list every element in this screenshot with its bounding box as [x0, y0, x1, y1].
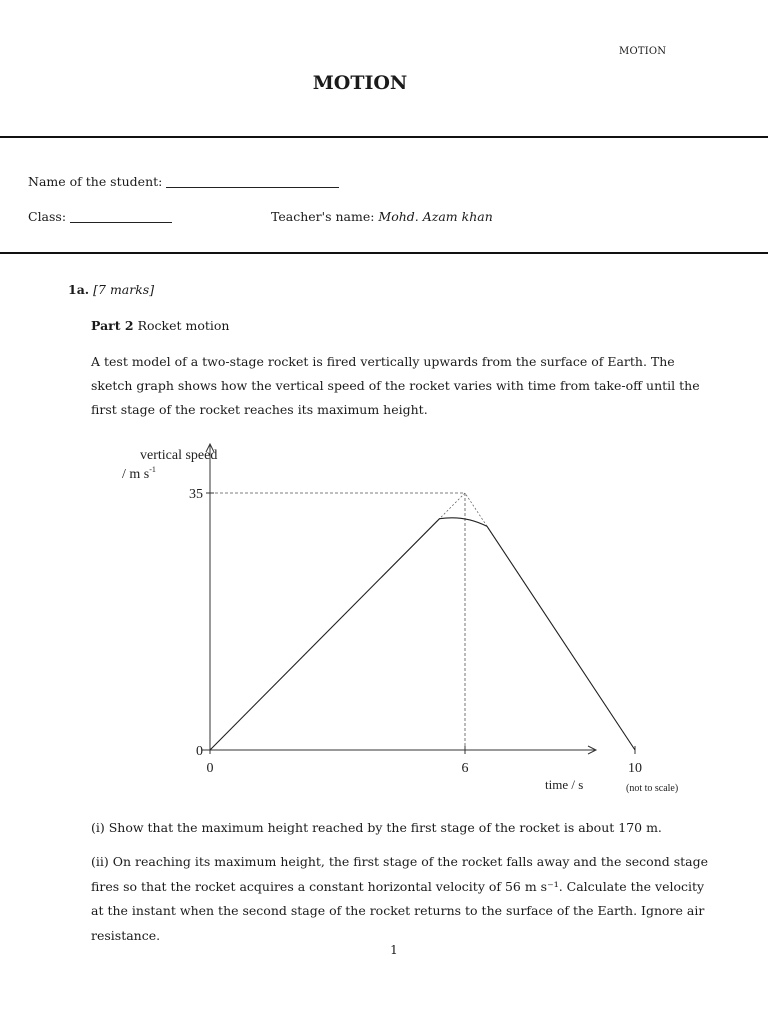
part-heading: [91, 318, 229, 333]
not-to-scale-note: (not to scale): [626, 783, 679, 794]
teacher-label: Teacher's name:: [271, 209, 375, 224]
speed-curve: [210, 518, 635, 750]
student-name-row: [28, 174, 339, 189]
question-intro: A test model of a two-stage rocket is fired vertically upwards from the surface of Earth. The sketch graph shows how the vertical speed of the rocket varies with time from take-off until the first stage of the rocket reaches its maximum height.: [91, 354, 700, 417]
running-header: MOTION: [619, 46, 667, 57]
class-row: [28, 209, 172, 224]
student-name-label: Name of the student:: [28, 174, 163, 189]
class-label: Class:: [28, 209, 67, 224]
header-rule: [0, 136, 768, 138]
class-blank: [70, 210, 172, 223]
speed-time-graph: [90, 436, 700, 806]
x-axis-label: time / s: [545, 777, 584, 792]
question-heading: [68, 282, 154, 297]
axes: [202, 444, 596, 754]
ideal-speed-lines: [210, 493, 635, 750]
page-number: 1: [390, 943, 398, 957]
y-axis-unit: / m $s^{-1}$: [122, 465, 156, 482]
question-part-ii: (ii) On reaching its maximum height, the first stage of the rocket falls away and the second stage fires so that the rocket acquires a constant horizontal velocity of 56 m s⁻¹. Calculate the velocity at the instant when the second stage of the rocket returns to the surface of the Earth. Ignore air resistance.: [91, 854, 709, 943]
question-marks: [7 marks]: [93, 282, 155, 297]
question-number: 1a.: [68, 282, 90, 297]
page-title: MOTION: [312, 72, 408, 94]
student-name-blank: [166, 175, 339, 188]
part-title: Rocket motion: [137, 318, 230, 333]
x-tick-label: 6: [461, 761, 469, 776]
teacher-row: [271, 209, 493, 224]
form-rule: [0, 252, 768, 254]
teacher-name: Mohd. Azam khan: [378, 209, 493, 224]
y-tick-label: 0: [196, 744, 203, 759]
x-tick-label: 0: [206, 761, 214, 776]
y-axis-label: vertical speed: [140, 448, 218, 463]
x-tick-label: 10: [628, 761, 642, 776]
question-part-i: (i) Show that the maximum height reached by the first stage of the rocket is about 170 m.: [91, 820, 662, 835]
y-tick-label: 35: [189, 487, 203, 502]
part-label: Part 2: [91, 318, 134, 333]
